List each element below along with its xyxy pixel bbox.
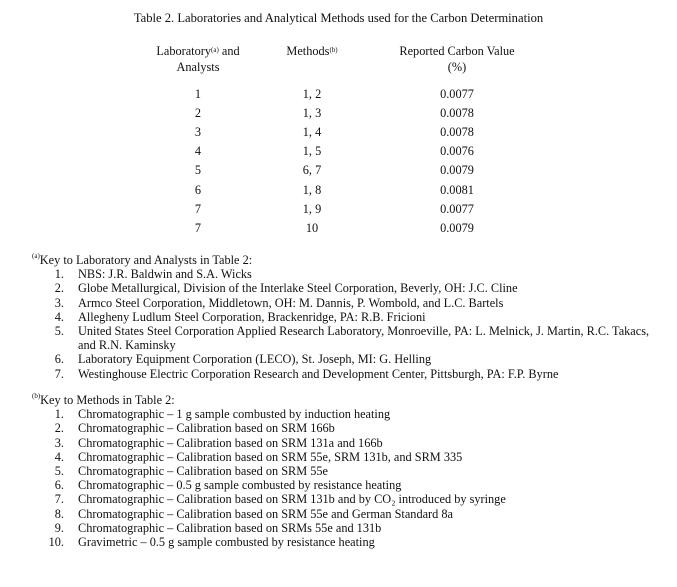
item-text: NBS: J.R. Baldwin and S.A. Wicks: [78, 267, 252, 282]
cell-lab: 2: [194, 106, 202, 121]
item-text: Chromatographic – Calibration based on SRM 55e and German Standard 8a: [78, 506, 453, 521]
item-text: Chromatographic – Calibration based on SRM 55e, SRM 131b, and SRM 335: [78, 449, 463, 464]
footnote-ref-b: (b): [329, 46, 338, 54]
item-text: Chromatographic – Calibration based on SRM 55e: [78, 464, 328, 478]
cell-value: 0.0079: [440, 220, 474, 235]
item-number: 7.: [54, 366, 64, 381]
cell-value: 0.0077: [440, 87, 474, 101]
header-laboratory: [138, 43, 258, 75]
cell-value: 0.0077: [440, 201, 474, 216]
item-number: 6.: [54, 352, 64, 367]
header-value-unit: (%): [447, 60, 467, 74]
item-number: 10.: [48, 535, 64, 549]
footnote-marker: (a): [32, 252, 40, 260]
footnote-heading: [32, 253, 252, 268]
item-number: 9.: [54, 520, 64, 535]
footnote-marker: (b): [32, 392, 41, 400]
item-text: Globe Metallurgical, Division of the Interlake Steel Corporation, Beverly, OH: J.C. Cline: [78, 281, 518, 296]
header-lab-and: and: [218, 44, 240, 58]
cell-methods: 1, 8: [302, 182, 322, 197]
footnote-heading-text: Key to Methods in Table 2:: [40, 393, 175, 407]
item-text: Chromatographic – 0.5 g sample combusted by resistance heating: [78, 478, 402, 493]
item-text: Chromatographic – Calibration based on SRMs 55e and 131b: [78, 520, 382, 535]
table-row: [0, 125, 677, 144]
item-number: 1.: [54, 267, 64, 282]
item-number: 6.: [54, 478, 64, 493]
table-title: Table 2. Laboratories and Analytical Methods used for the Carbon Determination: [133, 11, 544, 25]
cell-methods: 1, 5: [302, 144, 322, 159]
item-text: Gravimetric – 0.5 g sample combusted by resistance heating: [78, 535, 375, 549]
footnote-heading: [32, 393, 175, 408]
header-methods: [262, 43, 362, 59]
item-text: United States Steel Corporation Applied Research Laboratory, Monroeville, PA: L. Melnick, J. Martin, R.C. Takacs,: [78, 324, 650, 338]
item-number: 4.: [54, 449, 64, 464]
table-row: [0, 144, 677, 163]
header-methods-text: Methods: [286, 44, 330, 58]
cell-value: 0.0078: [440, 125, 474, 140]
item-number: 3.: [54, 295, 64, 310]
item-number: 2.: [54, 421, 64, 436]
item-number: 4.: [54, 309, 64, 324]
cell-methods: 1, 3: [302, 106, 322, 121]
item-text: Armco Steel Corporation, Middletown, OH: M. Dannis, P. Wombold, and L.C. Bartels: [78, 295, 504, 310]
cell-value: 0.0079: [440, 163, 474, 178]
table-row: [0, 87, 677, 106]
table-row: [0, 163, 677, 182]
item-text: Chromatographic – Calibration based on SRM 166b: [78, 421, 335, 436]
item-number: 3.: [54, 435, 64, 450]
cell-value: 0.0078: [440, 106, 474, 121]
cell-lab: 7: [194, 201, 202, 216]
item-text: Chromatographic – Calibration based on SRM 131b and by CO₂ introduced by syringe: [78, 492, 506, 507]
cell-lab: 3: [194, 125, 202, 140]
item-number: 8.: [54, 506, 64, 521]
cell-lab: 6: [194, 182, 202, 197]
header-lab-line2: Analysts: [176, 60, 220, 74]
table-row: [0, 221, 677, 240]
item-number: 1.: [54, 407, 64, 422]
cell-lab: 4: [194, 144, 202, 159]
item-text: Westinghouse Electric Corporation Research and Development Center, Pittsburgh, PA: F.P. Byrne: [78, 366, 559, 381]
cell-methods: 6, 7: [302, 163, 322, 178]
table-row: [0, 202, 677, 221]
cell-methods: 1, 4: [302, 125, 322, 140]
header-lab-text: Laboratory: [156, 44, 211, 58]
item-text: Allegheny Ludlum Steel Corporation, Brackenridge, PA: R.B. Fricioni: [78, 309, 426, 324]
header-carbon-value: [377, 43, 537, 75]
footnote-ref-a: (a): [211, 46, 219, 54]
cell-lab: 5: [194, 163, 202, 178]
item-number: 5.: [54, 464, 64, 478]
cell-lab: 1: [194, 87, 202, 101]
table-row: [0, 183, 677, 202]
item-number: 5.: [54, 324, 64, 338]
item-text: and R.N. Kaminsky: [78, 338, 176, 353]
cell-lab: 7: [194, 220, 202, 235]
cell-methods: 1, 9: [302, 201, 322, 216]
header-value-text: Reported Carbon Value: [399, 44, 515, 58]
item-number: 2.: [54, 281, 64, 296]
cell-methods: 1, 2: [302, 87, 322, 101]
item-text: Chromatographic – Calibration based on SRM 131a and 166b: [78, 435, 383, 450]
item-number: 7.: [54, 492, 64, 507]
table-row: [0, 106, 677, 125]
item-text: Chromatographic – 1 g sample combusted by induction heating: [78, 407, 391, 422]
cell-value: 0.0076: [440, 144, 474, 159]
footnote-heading-text: Key to Laboratory and Analysts in Table 2:: [39, 253, 253, 267]
cell-methods: 10: [305, 220, 319, 235]
cell-value: 0.0081: [440, 182, 474, 197]
item-text: Laboratory Equipment Corporation (LECO), St. Joseph, MI: G. Helling: [78, 352, 432, 367]
